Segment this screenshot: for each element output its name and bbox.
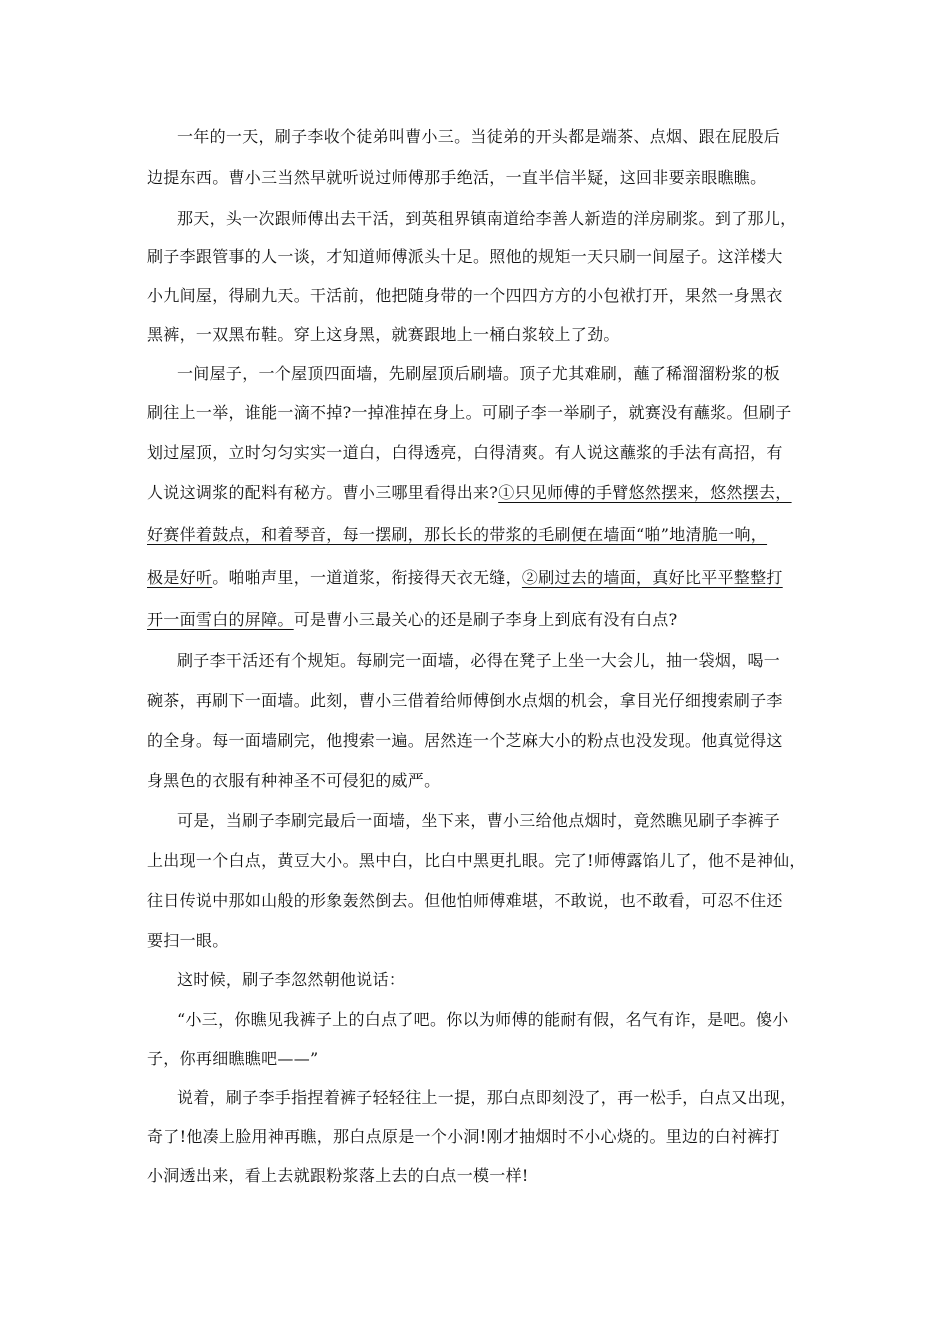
underlined-sentence-1-middle: 好赛伴着鼓点，和着琴音，每一摆刷，那长长的带浆的毛刷便在墙面“啪”地清脆一响， xyxy=(147,525,768,544)
paragraph-2-line-2: 刷子李跟管事的人一谈，才知道师傅派头十足。照他的规矩一天只刷一间屋子。这洋楼大 xyxy=(147,247,783,266)
line-text: 人说这调浆的配料有秘方。曹小三哪里看得出来? xyxy=(147,483,499,502)
underlined-sentence-2-end: 开一面雪白的屏障。 xyxy=(147,610,294,629)
paragraph-3-line-6 xyxy=(147,568,783,588)
underlined-sentence-1-end: 极是好听 xyxy=(147,568,213,587)
paragraph-4-line-3: 的全身。每一面墙刷完，他搜索一遍。居然连一个芝麻大小的粉点也没发现。他真觉得这 xyxy=(147,731,783,750)
paragraph-8-line-3: 小洞透出来，看上去就跟粉浆落上去的白点一模一样! xyxy=(147,1166,529,1185)
paragraph-8-line-1: 说着，刷子李手指捏着裤子轻轻往上一提，那白点即刻没了，再一松手，白点又出现， xyxy=(177,1088,797,1107)
paragraph-2-line-1: 那天，头一次跟师傅出去干活，到英租界镇南道给李善人新造的洋房刷浆。到了那儿， xyxy=(177,209,797,228)
paragraph-7-line-2: 子，你再细瞧瞧吧——” xyxy=(147,1049,319,1068)
paragraph-7-line-1: “小三，你瞧见我裤子上的白点了吧。你以为师傅的能耐有假，名气有诈，是吧。傻小 xyxy=(177,1010,789,1029)
paragraph-6-line-1: 这时候，刷子李忽然朝他说话： xyxy=(177,970,406,989)
paragraph-3-line-2: 刷往上一举，谁能一滴不掉?一掉准掉在身上。可刷子李一举刷子，就赛没有蘸浆。但刷子 xyxy=(147,403,792,422)
paragraph-5-line-2: 上出现一个白点，黄豆大小。黑中白，比白中黑更扎眼。完了!师傅露馅儿了，他不是神仙， xyxy=(147,851,806,870)
paragraph-3-line-3: 划过屋顶，立时匀匀实实一道白，白得透亮，白得清爽。有人说这蘸浆的手法有高招，有 xyxy=(147,443,783,462)
underlined-sentence-2-start: ②刷过去的墙面，真好比平平整整打 xyxy=(521,568,783,587)
paragraph-5-line-4: 要扫一眼。 xyxy=(147,931,229,950)
underlined-sentence-1-start: ①只见师傅的手臂悠然摆来，悠然摆去， xyxy=(498,483,792,502)
line-text: 。啪啪声里，一道道浆，衔接得天衣无缝， xyxy=(212,568,522,587)
paragraph-3-line-4 xyxy=(147,483,792,503)
paragraph-3-line-7 xyxy=(147,610,677,630)
paragraph-4-line-1: 刷子李干活还有个规矩。每刷完一面墙，必得在凳子上坐一大会儿，抽一袋烟，喝一 xyxy=(177,651,781,670)
paragraph-4-line-4: 身黑色的衣服有种神圣不可侵犯的威严。 xyxy=(147,771,441,790)
paragraph-2-line-4: 黑裤，一双黑布鞋。穿上这身黑，就赛跟地上一桶白浆较上了劲。 xyxy=(147,325,620,344)
paragraph-3-line-5 xyxy=(147,525,767,545)
line-text: 可是曹小三最关心的还是刷子李身上到底有没有白点? xyxy=(293,610,678,629)
paragraph-5-line-1: 可是，当刷子李刷完最后一面墙，坐下来，曹小三给他点烟时，竟然瞧见刷子李裤子 xyxy=(177,811,781,830)
paragraph-2-line-3: 小九间屋，得刷九天。干活前，他把随身带的一个四四方方的小包袱打开，果然一身黑衣 xyxy=(147,286,783,305)
paragraph-4-line-2: 碗茶，再刷下一面墙。此刻，曹小三借着给师傅倒水点烟的机会，拿目光仔细搜索刷子李 xyxy=(147,691,783,710)
paragraph-1-line-2: 边提东西。曹小三当然早就听说过师傅那手绝活，一直半信半疑，这回非要亲眼瞧瞧。 xyxy=(147,168,767,187)
paragraph-8-line-2: 奇了!他凑上脸用神再瞧，那白点原是一个小洞!刚才抽烟时不小心烧的。里边的白衬裤打 xyxy=(147,1127,780,1146)
paragraph-5-line-3: 往日传说中那如山般的形象轰然倒去。但他怕师傅难堪，不敢说，也不敢看，可忍不住还 xyxy=(147,891,783,910)
paragraph-3-line-1: 一间屋子，一个屋顶四面墙，先刷屋顶后刷墙。顶子尤其难刷，蘸了稀溜溜粉浆的板 xyxy=(177,364,781,383)
paragraph-1-line-1: 一年的一天，刷子李收个徒弟叫曹小三。当徒弟的开头都是端茶、点烟、跟在屁股后 xyxy=(177,127,781,146)
